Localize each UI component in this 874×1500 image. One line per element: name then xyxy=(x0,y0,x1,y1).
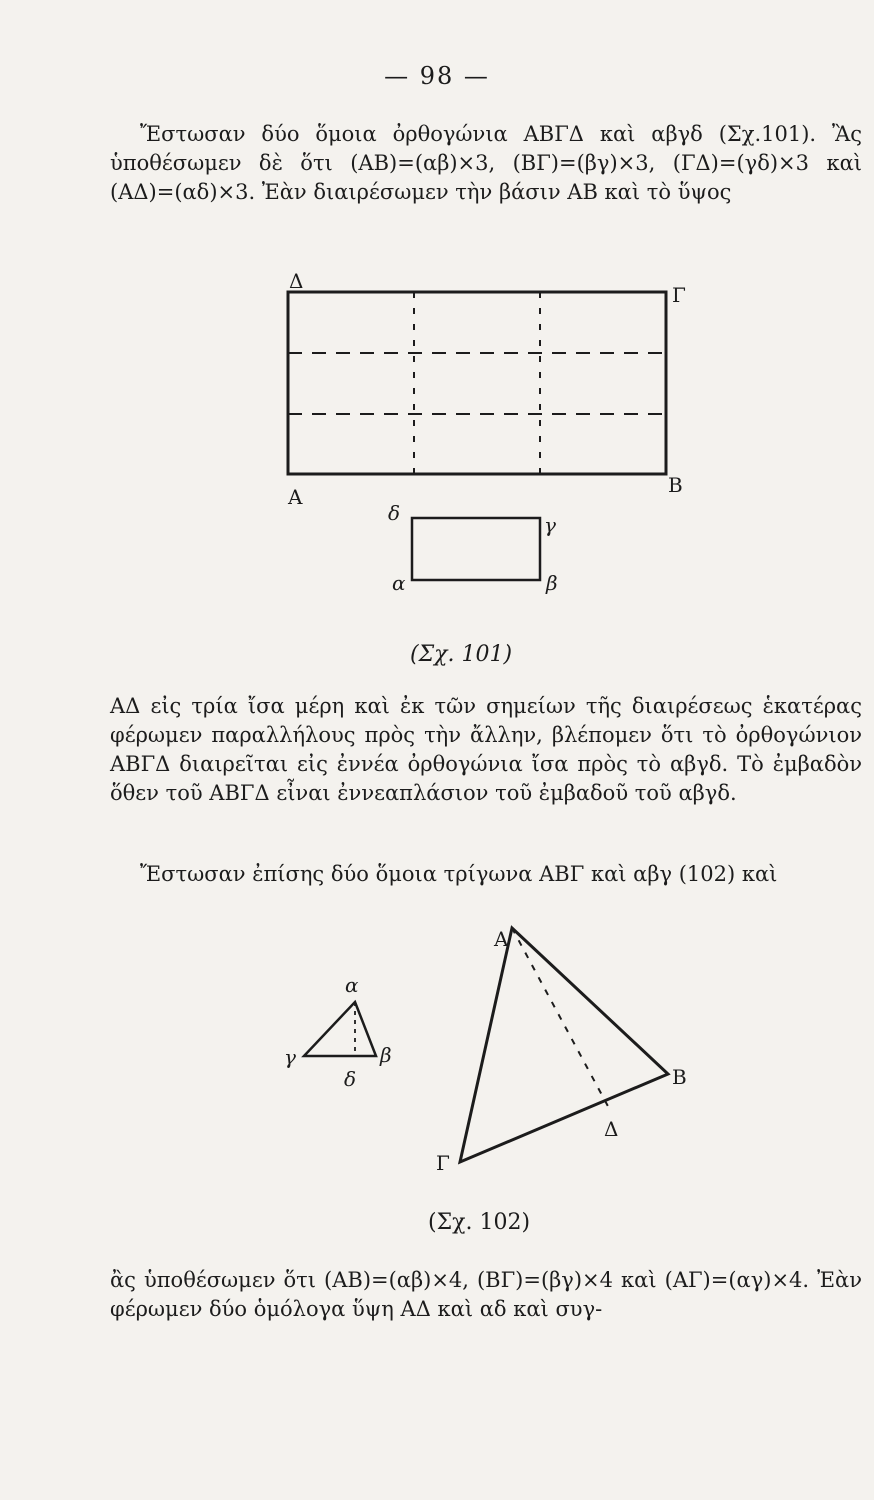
label-D-fig101: Δ xyxy=(289,269,304,293)
altitude-large-ad xyxy=(512,928,610,1110)
label-A-fig102: Α xyxy=(494,927,509,951)
label-B-fig102: Β xyxy=(672,1065,687,1089)
paragraph-3: Ἔστωσαν ἐπίσης δύο ὅμοια τρίγωνα ΑΒΓ καὶ αβγ (102) καὶ xyxy=(140,862,778,886)
label-d-fig102: δ xyxy=(344,1067,357,1091)
paragraph-2: ΑΔ εἰς τρία ἴσα μέρη καὶ ἐκ τῶν σημείων τῆς διαιρέσεως ἑκατέρας φέρωμεν παραλλήλους πρὸς τὴν ἄλλην, βλέπομεν ὅτι τὸ ὀρθογώνιον ΑΒΓΔ διαιρεῖται εἰς ἐννέα ὀρθογώνια ἴσα πρὸς τὸ αβγδ. Τὸ ἐμβαδὸν ὅθεν τοῦ ΑΒΓΔ εἶναι ἐννεαπλάσιον τοῦ ἐμβαδοῦ τοῦ αβγδ. xyxy=(110,694,862,805)
label-A-fig101: Α xyxy=(288,485,303,509)
label-g-fig102: γ xyxy=(284,1045,296,1069)
caption-fig101: (Σχ. 101) xyxy=(410,642,513,667)
label-G-fig101: Γ xyxy=(672,283,686,307)
page-number: — 98 — xyxy=(384,62,490,90)
triangle-small-abg xyxy=(304,1002,376,1056)
label-a-fig102: α xyxy=(345,973,359,997)
label-D-fig102: Δ xyxy=(604,1117,619,1141)
label-b-fig102: β xyxy=(380,1043,392,1067)
label-B-fig101: Β xyxy=(668,473,683,497)
paragraph-1: Ἔστωσαν δύο ὅμοια ὀρθογώνια ΑΒΓΔ καὶ αβγδ (Σχ.101). Ἂς ὑποθέσωμεν δὲ ὅτι (ΑΒ)=(αβ)×3, (ΒΓ)=(βγ)×3, (ΓΔ)=(γδ)×3 καὶ (ΑΔ)=(αδ)×3. Ἐὰν διαιρέσωμεν τὴν βάσιν ΑΒ καὶ τὸ ὕψος xyxy=(110,122,862,204)
paragraph-4: ἂς ὑποθέσωμεν ὅτι (ΑΒ)=(αβ)×4, (ΒΓ)=(βγ)×4 καὶ (ΑΓ)=(αγ)×4. Ἐὰν φέρωμεν δύο ὁμόλογα ὕψη ΑΔ καὶ αδ καὶ συγ- xyxy=(110,1268,862,1321)
triangle-large-abg xyxy=(460,928,668,1162)
caption-fig102: (Σχ. 102) xyxy=(428,1210,531,1235)
label-a-fig101: α xyxy=(392,571,406,595)
label-G-fig102: Γ xyxy=(436,1151,450,1175)
label-d-fig101: δ xyxy=(388,501,401,525)
label-g-fig101: γ xyxy=(544,513,556,537)
label-b-fig101: β xyxy=(546,571,558,595)
